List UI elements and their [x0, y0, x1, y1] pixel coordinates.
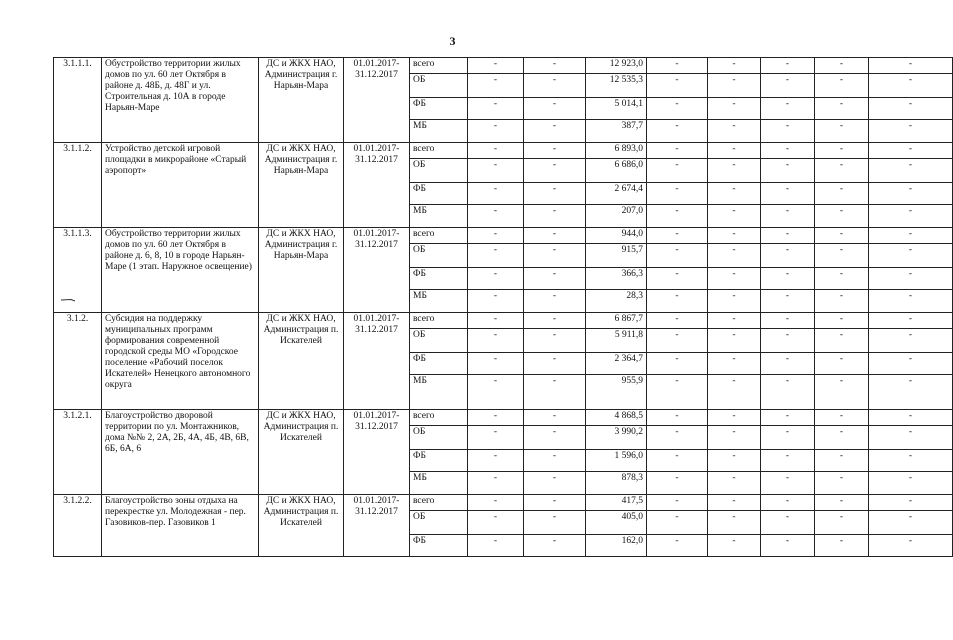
- empty-value: -: [869, 183, 953, 205]
- funding-source: МБ: [410, 120, 468, 143]
- empty-value: -: [524, 205, 586, 228]
- funding-amount: 955,9: [586, 375, 647, 410]
- empty-value: -: [708, 159, 761, 183]
- empty-value: -: [524, 511, 586, 535]
- empty-value: -: [524, 268, 586, 290]
- empty-value: -: [468, 450, 524, 472]
- funding-source: ФБ: [410, 353, 468, 375]
- funding-amount: 12 535,3: [586, 74, 647, 98]
- empty-value: -: [761, 535, 815, 557]
- empty-value: -: [815, 290, 869, 313]
- empty-value: -: [761, 472, 815, 495]
- empty-value: -: [761, 98, 815, 120]
- empty-value: -: [761, 228, 815, 244]
- funding-amount: 1 596,0: [586, 450, 647, 472]
- item-period: 01.01.2017-31.12.2017: [344, 313, 410, 410]
- empty-value: -: [869, 426, 953, 450]
- empty-value: -: [761, 375, 815, 410]
- funding-source: всего: [410, 228, 468, 244]
- empty-value: -: [647, 74, 708, 98]
- empty-value: -: [815, 329, 869, 353]
- empty-value: -: [708, 228, 761, 244]
- empty-value: -: [708, 450, 761, 472]
- item-number: 3.1.2.1.: [54, 410, 102, 495]
- funding-amount: 6 867,7: [586, 313, 647, 329]
- empty-value: -: [815, 74, 869, 98]
- empty-value: -: [647, 410, 708, 426]
- funding-source: ОБ: [410, 426, 468, 450]
- empty-value: -: [708, 205, 761, 228]
- empty-value: -: [708, 143, 761, 159]
- empty-value: -: [524, 375, 586, 410]
- empty-value: -: [761, 450, 815, 472]
- empty-value: -: [524, 329, 586, 353]
- empty-value: -: [708, 313, 761, 329]
- empty-value: -: [524, 535, 586, 557]
- empty-value: -: [647, 120, 708, 143]
- empty-value: -: [761, 511, 815, 535]
- empty-value: -: [468, 228, 524, 244]
- empty-value: -: [815, 495, 869, 511]
- empty-value: -: [869, 410, 953, 426]
- funding-amount: 162,0: [586, 535, 647, 557]
- empty-value: -: [468, 410, 524, 426]
- empty-value: -: [647, 450, 708, 472]
- page-number: 3: [449, 34, 456, 48]
- table-row: [54, 58, 953, 74]
- funding-amount: 5 911,8: [586, 329, 647, 353]
- empty-value: -: [468, 375, 524, 410]
- empty-value: -: [647, 290, 708, 313]
- empty-value: -: [815, 183, 869, 205]
- empty-value: -: [524, 74, 586, 98]
- empty-value: -: [815, 535, 869, 557]
- empty-value: -: [869, 268, 953, 290]
- empty-value: -: [869, 450, 953, 472]
- funding-source: МБ: [410, 290, 468, 313]
- empty-value: -: [524, 58, 586, 74]
- empty-value: -: [869, 98, 953, 120]
- funding-source: ФБ: [410, 183, 468, 205]
- empty-value: -: [647, 426, 708, 450]
- empty-value: -: [815, 159, 869, 183]
- item-period: 01.01.2017-31.12.2017: [344, 58, 410, 143]
- item-executor: ДС и ЖКХ НАО, Администрация п. Искателей: [259, 495, 344, 557]
- funding-source: МБ: [410, 472, 468, 495]
- empty-value: -: [524, 495, 586, 511]
- empty-value: -: [647, 58, 708, 74]
- funding-source: ОБ: [410, 244, 468, 268]
- empty-value: -: [815, 120, 869, 143]
- empty-value: -: [761, 159, 815, 183]
- empty-value: -: [468, 535, 524, 557]
- funding-amount: 2 364,7: [586, 353, 647, 375]
- empty-value: -: [524, 98, 586, 120]
- empty-value: -: [468, 511, 524, 535]
- funding-source: ОБ: [410, 159, 468, 183]
- funding-source: МБ: [410, 375, 468, 410]
- item-number: 3.1.1.2.: [54, 143, 102, 228]
- empty-value: -: [524, 183, 586, 205]
- empty-value: -: [761, 353, 815, 375]
- item-description: Субсидия на поддержку муниципальных программ формирования современной городской среды МО «Городское поселение «Рабочий поселок Искателей» Ненецкого автономного округа: [102, 313, 259, 410]
- empty-value: -: [524, 290, 586, 313]
- funding-amount: 207,0: [586, 205, 647, 228]
- empty-value: -: [647, 329, 708, 353]
- empty-value: -: [869, 313, 953, 329]
- empty-value: -: [524, 353, 586, 375]
- empty-value: -: [468, 74, 524, 98]
- funding-amount: 6 686,0: [586, 159, 647, 183]
- funding-source: ФБ: [410, 535, 468, 557]
- funding-amount: 4 868,5: [586, 410, 647, 426]
- empty-value: -: [708, 74, 761, 98]
- empty-value: -: [708, 410, 761, 426]
- funding-source: всего: [410, 58, 468, 74]
- item-number: 3.1.2.2.: [54, 495, 102, 557]
- budget-table: [53, 57, 953, 557]
- funding-amount: 417,5: [586, 495, 647, 511]
- funding-source: ФБ: [410, 450, 468, 472]
- funding-source: всего: [410, 143, 468, 159]
- empty-value: -: [761, 58, 815, 74]
- empty-value: -: [647, 511, 708, 535]
- empty-value: -: [869, 511, 953, 535]
- empty-value: -: [761, 290, 815, 313]
- empty-value: -: [524, 410, 586, 426]
- funding-source: ОБ: [410, 74, 468, 98]
- empty-value: -: [815, 58, 869, 74]
- empty-value: -: [815, 244, 869, 268]
- item-period: 01.01.2017-31.12.2017: [344, 495, 410, 557]
- empty-value: -: [869, 329, 953, 353]
- empty-value: -: [468, 143, 524, 159]
- empty-value: -: [869, 120, 953, 143]
- empty-value: -: [468, 290, 524, 313]
- funding-source: ОБ: [410, 511, 468, 535]
- empty-value: -: [708, 120, 761, 143]
- table-row: [54, 228, 953, 244]
- empty-value: -: [708, 244, 761, 268]
- empty-value: -: [524, 313, 586, 329]
- empty-value: -: [468, 495, 524, 511]
- item-description: Благоустройство дворовой территории по ул. Монтажников, дома №№ 2, 2А, 2Б, 4А, 4Б, 4В, 6В, 6Б, 6А, 6: [102, 410, 259, 495]
- empty-value: -: [869, 375, 953, 410]
- empty-value: -: [708, 290, 761, 313]
- budget-body: [54, 58, 953, 557]
- item-executor: ДС и ЖКХ НАО, Администрация г. Нарьян-Мара: [259, 143, 344, 228]
- empty-value: -: [524, 159, 586, 183]
- funding-amount: 3 990,2: [586, 426, 647, 450]
- empty-value: -: [761, 143, 815, 159]
- empty-value: -: [647, 472, 708, 495]
- empty-value: -: [869, 159, 953, 183]
- table-row: [54, 495, 953, 511]
- empty-value: -: [708, 353, 761, 375]
- empty-value: -: [468, 183, 524, 205]
- empty-value: -: [869, 290, 953, 313]
- funding-source: всего: [410, 410, 468, 426]
- empty-value: -: [468, 58, 524, 74]
- empty-value: -: [815, 268, 869, 290]
- empty-value: -: [708, 495, 761, 511]
- item-executor: ДС и ЖКХ НАО, Администрация г. Нарьян-Мара: [259, 58, 344, 143]
- empty-value: -: [869, 353, 953, 375]
- empty-value: -: [815, 205, 869, 228]
- empty-value: -: [869, 143, 953, 159]
- funding-source: ОБ: [410, 329, 468, 353]
- funding-amount: 12 923,0: [586, 58, 647, 74]
- empty-value: -: [468, 353, 524, 375]
- item-number: 3.1.2.: [54, 313, 102, 410]
- empty-value: -: [708, 58, 761, 74]
- table-row: [54, 313, 953, 329]
- empty-value: -: [647, 495, 708, 511]
- empty-value: -: [761, 313, 815, 329]
- item-executor: ДС и ЖКХ НАО, Администрация п. Искателей: [259, 313, 344, 410]
- empty-value: -: [468, 268, 524, 290]
- funding-amount: 944,0: [586, 228, 647, 244]
- empty-value: -: [708, 183, 761, 205]
- empty-value: -: [708, 472, 761, 495]
- empty-value: -: [761, 205, 815, 228]
- empty-value: -: [815, 472, 869, 495]
- empty-value: -: [761, 120, 815, 143]
- empty-value: -: [524, 143, 586, 159]
- item-description: Благоустройство зоны отдыха на перекрестке ул. Молодежная - пер. Газовиков-пер. Газовиков 1: [102, 495, 259, 557]
- empty-value: -: [468, 244, 524, 268]
- empty-value: -: [869, 228, 953, 244]
- empty-value: -: [647, 313, 708, 329]
- empty-value: -: [468, 472, 524, 495]
- empty-value: -: [524, 450, 586, 472]
- empty-value: -: [708, 426, 761, 450]
- empty-value: -: [647, 159, 708, 183]
- empty-value: -: [761, 329, 815, 353]
- item-description: Обустройство территории жилых домов по ул. 60 лет Октября в районе д. 6, 8, 10 в городе Нарьян-Маре (1 этап. Наружное освещение): [102, 228, 259, 313]
- empty-value: -: [524, 228, 586, 244]
- item-executor: ДС и ЖКХ НАО, Администрация п. Искателей: [259, 410, 344, 495]
- empty-value: -: [468, 313, 524, 329]
- table-row: [54, 410, 953, 426]
- empty-value: -: [815, 313, 869, 329]
- empty-value: -: [708, 268, 761, 290]
- item-number: 3.1.1.3.: [54, 228, 102, 313]
- empty-value: -: [524, 244, 586, 268]
- funding-source: ФБ: [410, 268, 468, 290]
- empty-value: -: [815, 98, 869, 120]
- empty-value: -: [815, 450, 869, 472]
- empty-value: -: [524, 472, 586, 495]
- empty-value: -: [524, 120, 586, 143]
- empty-value: -: [468, 329, 524, 353]
- empty-value: -: [468, 120, 524, 143]
- empty-value: -: [647, 143, 708, 159]
- empty-value: -: [524, 426, 586, 450]
- empty-value: -: [815, 143, 869, 159]
- funding-amount: 387,7: [586, 120, 647, 143]
- stray-pen-mark: [60, 298, 76, 302]
- funding-amount: 366,3: [586, 268, 647, 290]
- item-number: 3.1.1.1.: [54, 58, 102, 143]
- empty-value: -: [647, 228, 708, 244]
- empty-value: -: [647, 375, 708, 410]
- empty-value: -: [468, 98, 524, 120]
- empty-value: -: [761, 426, 815, 450]
- empty-value: -: [815, 511, 869, 535]
- empty-value: -: [468, 426, 524, 450]
- table-row: [54, 143, 953, 159]
- funding-amount: 405,0: [586, 511, 647, 535]
- funding-source: всего: [410, 495, 468, 511]
- funding-amount: 5 014,1: [586, 98, 647, 120]
- funding-amount: 915,7: [586, 244, 647, 268]
- empty-value: -: [761, 410, 815, 426]
- empty-value: -: [708, 535, 761, 557]
- empty-value: -: [647, 183, 708, 205]
- funding-source: МБ: [410, 205, 468, 228]
- empty-value: -: [869, 58, 953, 74]
- empty-value: -: [761, 268, 815, 290]
- empty-value: -: [869, 74, 953, 98]
- empty-value: -: [869, 205, 953, 228]
- empty-value: -: [869, 535, 953, 557]
- empty-value: -: [815, 375, 869, 410]
- empty-value: -: [708, 98, 761, 120]
- empty-value: -: [708, 375, 761, 410]
- item-description: Устройство детской игровой площадки в микрорайоне «Старый аэропорт»: [102, 143, 259, 228]
- empty-value: -: [708, 511, 761, 535]
- empty-value: -: [761, 183, 815, 205]
- empty-value: -: [647, 535, 708, 557]
- empty-value: -: [647, 268, 708, 290]
- item-description: Обустройство территории жилых домов по ул. 60 лет Октября в районе д. 48Б, д. 48Г и ул. Строительная д. 10А в городе Нарьян-Маре: [102, 58, 259, 143]
- empty-value: -: [647, 98, 708, 120]
- funding-amount: 878,3: [586, 472, 647, 495]
- empty-value: -: [468, 159, 524, 183]
- empty-value: -: [647, 244, 708, 268]
- funding-source: всего: [410, 313, 468, 329]
- item-period: 01.01.2017-31.12.2017: [344, 410, 410, 495]
- item-period: 01.01.2017-31.12.2017: [344, 228, 410, 313]
- empty-value: -: [761, 74, 815, 98]
- item-period: 01.01.2017-31.12.2017: [344, 143, 410, 228]
- empty-value: -: [468, 205, 524, 228]
- funding-amount: 28,3: [586, 290, 647, 313]
- empty-value: -: [647, 205, 708, 228]
- empty-value: -: [815, 353, 869, 375]
- empty-value: -: [869, 472, 953, 495]
- empty-value: -: [708, 329, 761, 353]
- funding-source: ФБ: [410, 98, 468, 120]
- funding-amount: 2 674,4: [586, 183, 647, 205]
- empty-value: -: [647, 353, 708, 375]
- empty-value: -: [761, 244, 815, 268]
- empty-value: -: [869, 244, 953, 268]
- item-executor: ДС и ЖКХ НАО, Администрация г. Нарьян-Мара: [259, 228, 344, 313]
- empty-value: -: [869, 495, 953, 511]
- funding-amount: 6 893,0: [586, 143, 647, 159]
- empty-value: -: [761, 495, 815, 511]
- empty-value: -: [815, 426, 869, 450]
- empty-value: -: [815, 410, 869, 426]
- empty-value: -: [815, 228, 869, 244]
